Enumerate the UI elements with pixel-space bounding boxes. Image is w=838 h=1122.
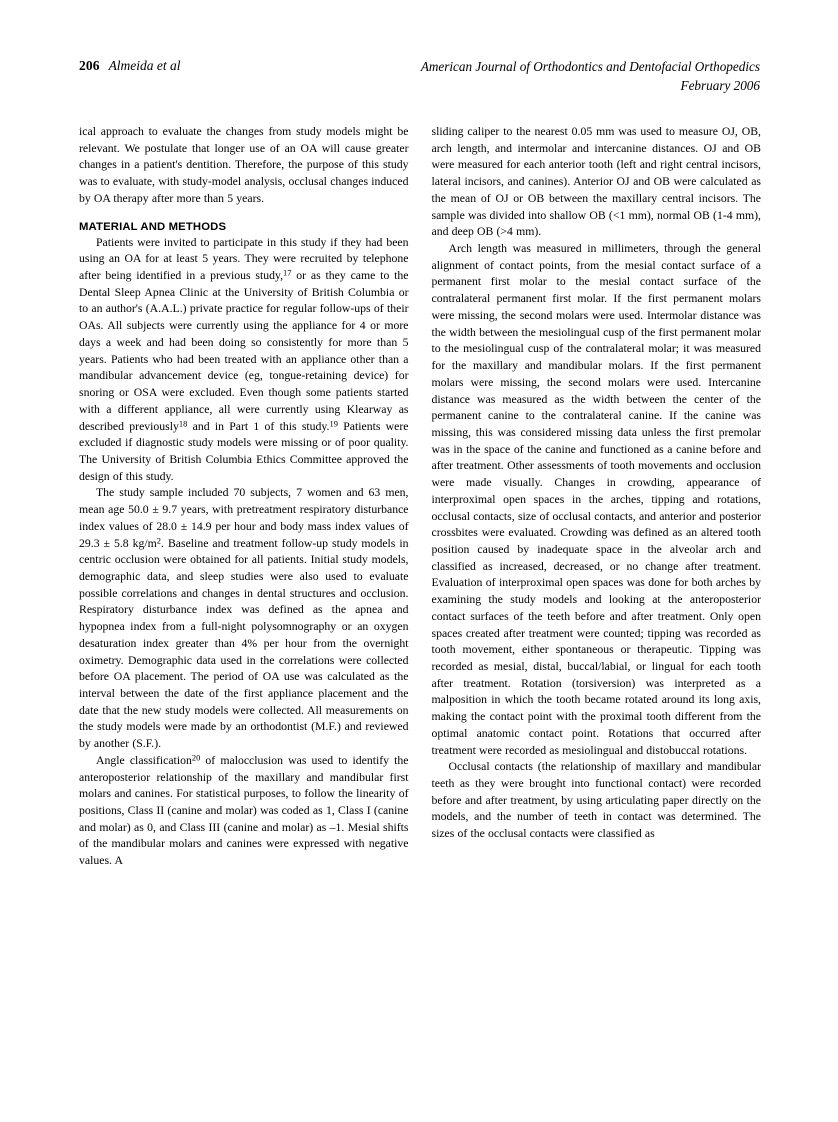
- paragraph-patients: [79, 235, 409, 486]
- text-run: of malocclusion was used to identify the anteroposterior relationship of the maxillary and mandibular first molars and canines. For statistical purposes, to follow the linearity of positions, Class II (canine and molar) was coded as 1, Class I (canine and molar) as 0, and Class III (canine and molar) as –1. Mesial shifts of the mandibular molars and canines were expressed with negative values. A: [79, 753, 409, 868]
- body-columns: [79, 124, 761, 1064]
- text-run: Patients were invited to participate in this study if they had been using an OA for at least 5 years. They were recruited by telephone after being identified in a previous study,: [79, 235, 409, 283]
- text-run: and in Part 1 of this study.: [187, 419, 330, 433]
- superscript-exponent-2: 2: [156, 534, 162, 545]
- text-run: or as they came to the Dental Sleep Apnea Clinic at the University of British Columbia or to an author's (A.A.L.) private practice for regular follow-ups of their OAs. All subjects were currently using the appliance for 4 or more days a week and had been doing so consistently for more than 5 years. Patients who had been treated with an appliance other than a mandibular advancement device (eg, tongue-retaining device) for snoring or OSA were excluded. Even though some patients started with a different appliance, all were currently using Klearway as described previously: [79, 269, 409, 433]
- paragraph-occlusal-contacts: Occlusal contacts (the relationship of maxillary and mandibular teeth as they were brought into functional contact) were recorded before and after treatment, by using articulating paper directly on the models, and the number of teeth in contact was determined. The sizes of the occlusal contacts were classified as: [431, 760, 761, 841]
- text-run: . Baseline and treatment follow-up study models in centric occlusion were obtained for all patients. Initial study models, demographic data, and sleep studies were also used to evaluate possible correlations and changes in dental structures and occlusion. Respiratory disturbance index was defined as the apnea and hypopnea index from a full-night polysomnography or an oxygen desaturation index greater than 4% per hour from the overnight oximetry. Demographic data used in the correlations were collected before OA placement. The period of OA use was calculated as the interval between the date of the first appliance placement and the date that the new study models were collected. All measurements on the study models were made by an orthodontist (M.F.) and reviewed by another (S.F.).: [79, 536, 409, 751]
- journal-title: American Journal of Orthodontics and Dentofacial Orthopedics: [420, 59, 760, 74]
- reference-marker-18: 18: [178, 417, 188, 428]
- reference-marker-17: 17: [283, 267, 292, 278]
- text-run: Angle classification: [96, 753, 192, 767]
- reference-marker-20: 20: [191, 752, 201, 763]
- running-head: [79, 58, 760, 95]
- running-head-left: [79, 58, 181, 74]
- issue-date: February 2006: [680, 77, 760, 93]
- paragraph-angle-classification: [79, 753, 409, 870]
- running-head-authors: Almeida et al: [108, 58, 181, 73]
- reference-marker-19: 19: [329, 417, 338, 428]
- paragraph-caliper-measurements: sliding caliper to the nearest 0.05 mm was used to measure OJ, OB, arch length, and intermolar and intercanine distances. OJ and OB were measured for each anterior tooth (left and right central incisors, lateral incisors, and canines). Anterior OJ and OB were calculated as the mean of OJ or OB between the maxillary central incisors. The sample was divided into shallow OB (<1 mm), normal OB (1-4 mm), and deep OB (>4 mm).: [431, 125, 761, 239]
- paragraph-study-sample: [79, 485, 409, 753]
- paragraph-continuation: ical approach to evaluate the changes from study models might be relevant. We postulate that longer use of an OA will cause greater changes in a patient's dentition. Therefore, the purpose of this study was to evaluate, with study-model analysis, occlusal changes induced by OA therapy after more than 5 years.: [79, 125, 409, 205]
- text-run: The study sample included 70 subjects, 7 women and 63 men, mean age 50.0 ± 9.7 years, with pretreatment respiratory disturbance index values of 28.0 ± 14.9 per hour and body mass index values of 29.3 ± 5.8 kg/m: [79, 486, 409, 550]
- text-run: Patients were excluded if diagnostic study models were missing or of poor quality. The University of British Columbia Ethics Committee approved the design of this study.: [79, 419, 409, 483]
- right-column: [432, 124, 762, 1064]
- page-number: 206: [79, 58, 100, 73]
- left-column: [79, 124, 409, 1064]
- paragraph-arch-length: Arch length was measured in millimeters, through the general alignment of contact points, from the mesial contact surface of a permanent first molar to the mesial contact surface of the contralateral permanent first molar. If the first permanent molars were missing, the second molars were used. Intermolar distance was the width between the mesiolingual cusp of the first permanent molar to the mesiolingual cusp of the contralateral molar; it was measured for the maxillary and mandibular molars. If the first permanent molars were missing, the second molars were used. Intercanine distance was measured as the width between the center of the permanent canine to the contralateral canine. If the canine was missing, this was considered missing data unless the first premolar was in the space of the canine and functioned as a canine before and after treatment. Other assessments of tooth movements and occlusion were made visually. Changes in crowding, appearance of interproximal open spaces in the arches, tipping and rotations, occlusal contacts, size of occlusal contacts, and anterior and posterior crossbites were evaluated. Crowding was defined as an altered tooth position caused by inadequate space in the alveolar arch and classified as increased, decreased, or no change after treatment. Evaluation of interproximal open spaces was done for both arches by examining the study models and looking at the anteroposterior contact surfaces of the teeth before and after treatment. Only open spaces created after treatment were counted; tipping was recorded as tooth movement, either spontaneous or therapeutic. Tipping was recorded as mesial, distal, buccal/labial, or lingual for each tooth after treatment. Rotation (torsiversion) was interpreted as a malposition in which the tooth became rotated around its long axis, making the contact point with the proximal tooth different from the optimal anatomic contact point. Rotations that occurred after treatment were recorded as mesiolingual and distobuccal rotations.: [431, 242, 761, 757]
- running-head-right: [421, 58, 760, 95]
- section-heading-material-and-methods: MATERIAL AND METHODS: [79, 220, 227, 233]
